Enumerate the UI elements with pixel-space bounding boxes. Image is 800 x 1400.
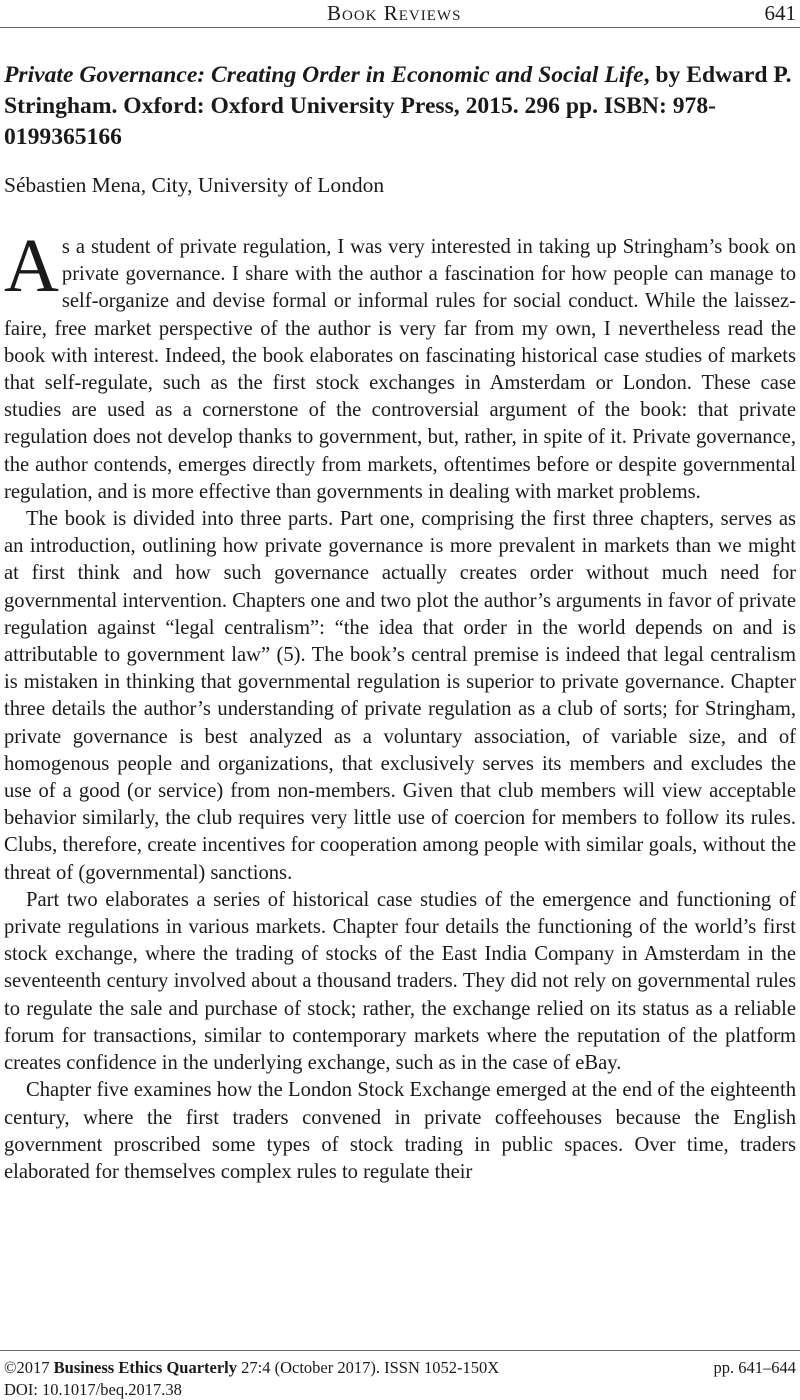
book-title: Private Governance: Creating Order in Economic and Social Life (4, 62, 644, 88)
page-number: 641 (764, 1, 796, 25)
citation-details: , by Edward P. Stringham. Oxford: Oxford University Press, 2015. 296 pp. ISBN: 978-0199365166 (4, 62, 792, 150)
copyright: ©2017 (4, 1358, 54, 1377)
journal-issue: 27:4 (October 2017). ISSN 1052-150X (237, 1358, 500, 1377)
paragraph-1-text: s a student of private regulation, I was very interested in taking up Stringham’s book on private governance. I share with the author a fascination for how people can manage to self-organize and devise formal or informal rules for social conduct. While the laissez-faire, free market perspective of the author is very far from my own, I nevertheless read the book with interest. Indeed, the book elaborates on fascinating historical case studies of markets that self-regulate, such as the first stock exchanges in Amsterdam or London. These case studies are used as a cornerstone of the controversial argument of the book: that private regulation does not develop thanks to government, but, rather, in spite of it. Private governance, the author contends, emerges directly from markets, oftentimes before or despite governmental regulation, and is more effective than governments in dealing with market problems. (4, 236, 796, 503)
page-range: pp. 641–644 (713, 1358, 796, 1377)
paragraph-4: Chapter five examines how the London Stock Exchange emerged at the end of the eighteenth century, where the first traders convened in private coffeehouses because the English government proscribed some types of stock trading in public spaces. Over time, traders elaborated for themselves complex rules to regulate their (4, 1079, 796, 1183)
doi: DOI: 10.1017/beq.2017.38 (4, 1380, 182, 1399)
header-rule (0, 27, 800, 28)
book-citation (4, 60, 796, 153)
review-body (4, 224, 796, 1186)
paragraph-1 (4, 224, 796, 506)
footer-rule (0, 1350, 800, 1351)
journal-name: Business Ethics Quarterly (53, 1358, 238, 1377)
reviewer-byline: Sébastien Mena, City, University of London (4, 173, 385, 197)
drop-cap: A (4, 224, 59, 308)
running-head (0, 0, 800, 26)
running-title: Book Reviews (327, 1, 462, 25)
paragraph-2: The book is divided into three parts. Part one, comprising the first three chapters, serves as an introduction, outlining how private governance is more prevalent in markets than we might at first think and how such governance actually creates order without much need for governmental intervention. Chapters one and two plot the author’s arguments in favor of private regulation against “legal centralism”: “the idea that order in the world depends on and is attributable to government law” (5). The book’s central premise is indeed that legal centralism is mistaken in thinking that governmental regulation is superior to private governance. Chapter three details the author’s understanding of private regulation as a club of sorts; for Stringham, private governance is best analyzed as a voluntary association, of variable size, and of homogenous people and organizations, that exclusively serves its members and excludes the use of a good (or service) from non-members. Given that club members will view acceptable behavior similarly, the club requires very little use of coercion for members to follow its rules. Clubs, therefore, create incentives for cooperation among people with similar goals, without the threat of (governmental) sanctions. (4, 508, 796, 884)
footer-citation (4, 1358, 499, 1378)
paragraph-3: Part two elaborates a series of historical case studies of the emergence and functioning of private regulations in various markets. Chapter four details the functioning of the world’s first stock exchange, where the trading of stocks of the East India Company in Amsterdam in the seventeenth century involved about a thousand traders. They did not rely on governmental rules to regulate the sale and purchase of stock; rather, the exchange relied on its status as a reliable forum for transactions, similar to contemporary markets where the reputation of the platform creates confidence in the underlying exchange, such as in the case of eBay. (4, 888, 796, 1075)
